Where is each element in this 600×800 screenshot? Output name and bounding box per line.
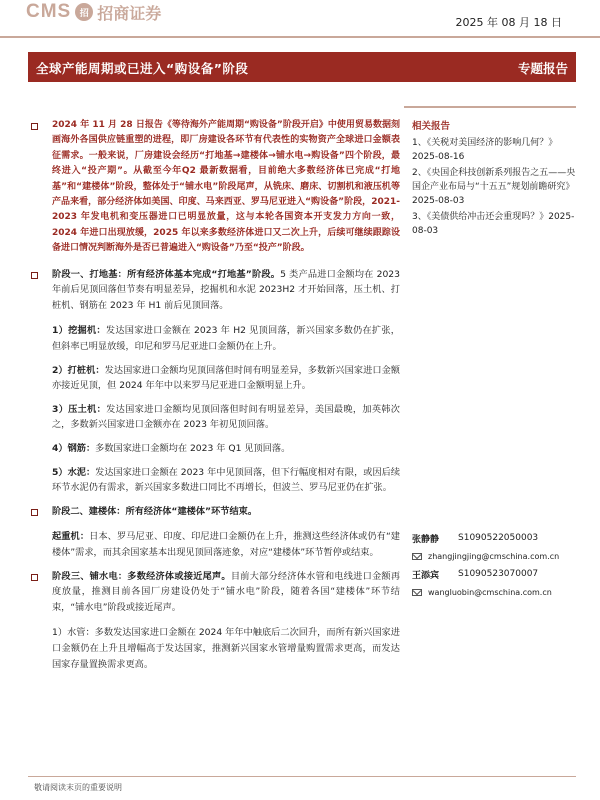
related-report-link[interactable]: 3、《美债供给冲击还会重现吗？》2025-08-03	[412, 212, 575, 236]
page-header	[0, 0, 600, 52]
envelope-icon	[412, 589, 422, 596]
author-row	[412, 531, 576, 545]
report-date: 2025 年 08 月 18 日	[455, 16, 562, 29]
item2-label: 2）打桩机：	[52, 364, 105, 376]
stage2-item-text: 日本、罗马尼亚、印度、印尼进口金额仍在上升，推测这些经济体或仍有“建楼体”需求，而其余国家基本出现见顶回落迹象，对应“建楼体”环节暂停或结束。	[52, 531, 400, 558]
stage3-heading: 阶段三、铺水电：多数经济体或接近尾声。	[52, 570, 231, 582]
item1-label: 1）挖掘机：	[52, 325, 106, 337]
author-block	[412, 531, 576, 603]
item-rebar	[28, 441, 400, 457]
author-name: 张静静	[412, 534, 440, 545]
stage1-body: 5 类产品进口金额均在 2023 年前后见顶回落但节奏有明显差异，挖掘机和水泥 2023H2 才开始回落，压土机、打桩机、钢筋在 2023 年 H1 前后见顶回落。	[52, 268, 400, 311]
summary-paragraph: 2024 年 11 月 28 日报告《等待海外产能周期“购设备”阶段开启》中使用贸易数据刻画海外各国供应链重塑的进程，即厂房建设各环节有代表性的实物资产全球进口金额表征需求。一般来说，厂房建设会经历“打地基→建楼体→铺水电→购设备”四个阶段，最终进入“投产期”。从截至今年Q2 最新数据看，目前绝大多数经济体已完成“打地基”和“建楼体”阶段，整体处于“铺水电”阶段尾声，从铣床、磨床、切割机和液压机等产品来看，部分经济体如美国、印度、马来西亚、罗马尼亚进入“购设备”阶段，2021-2023 年发电机和变压器进口已明显放量，这与本轮各国资本开支发力方向一致，2024 年进口出现放缓，2025 年以来多数经济体进口又二次上升，后续可继续跟踪设备进口情况判断海外是否已普遍进入“购设备”乃至“投产”阶段。	[28, 118, 400, 257]
stage3-paragraph	[28, 569, 400, 616]
item2-text: 发达国家进口金额均见顶回落但时间有明显差异，多数新兴国家进口金额亦接近见顶，但 2024 年年中以来罗马尼亚进口金额明显上升。	[52, 364, 400, 392]
item5-label: 5）水泥：	[52, 466, 96, 478]
logo-emblem-icon: 招	[75, 3, 93, 21]
main-column	[28, 118, 400, 680]
footer-divider	[28, 776, 576, 777]
author-license-id: S1090523070007	[458, 569, 539, 579]
stage3-body: 目前大部分经济体水管和电线进口金额再度放量，推测目前各国厂房建设仍处于“铺水电”阶段，随着各国“建楼体”环节结束，“铺水电”阶段或接近尾声。	[52, 570, 401, 613]
item1-text: 发达国家进口金额在 2023 年 H2 见顶回落，新兴国家多数仍在扩张，但斜率已明显放缓，印尼和罗马尼亚进口金额仍在上升。	[52, 325, 400, 353]
related-report-link[interactable]: 1、《关税对美国经济的影响几何？》2025-08-16	[412, 138, 558, 162]
sidebar-divider	[404, 106, 576, 108]
author-email-row	[412, 585, 576, 599]
cms-logo	[26, 2, 161, 22]
author-email[interactable]: wangluobin@cmschina.com.cn	[428, 587, 552, 597]
header-divider	[0, 36, 600, 38]
item4-label: 4）钢筋：	[52, 443, 96, 454]
sidebar	[412, 118, 576, 240]
author-license-id: S1090522050003	[458, 533, 539, 543]
stage2-heading: 阶段二、建楼体：所有经济体“建楼体”环节结束。	[52, 505, 258, 517]
report-title: 全球产能周期或已进入“购设备”阶段	[36, 61, 249, 76]
related-report-link[interactable]: 2、《央国企科技创新系列报告之五——央国企产业布局与“十五五”规划前瞻研究》2025-08-03	[412, 168, 576, 206]
author-email[interactable]: zhangjingjing@cmschina.com.cn	[428, 551, 560, 561]
item4-text: 多数国家进口金额均在 2023 年 Q1 见顶回落。	[95, 443, 291, 454]
item-compactor	[28, 402, 400, 433]
stage2-paragraph	[28, 504, 400, 520]
footer-note: 敬请阅读末页的重要说明	[34, 783, 122, 792]
item-cement	[28, 465, 400, 496]
item-pile-driver	[28, 363, 400, 394]
item-water-pipe: 1）水管：多数发达国家进口金额在 2024 年年中触底后二次回升，而所有新兴国家进口金额仍在上升且增幅高于发达国家，推测新兴国家水管增量购置需求更高，而发达国家存量置换需求更高。	[52, 627, 400, 670]
stage1-heading: 阶段一、打地基：所有经济体基本完成“打地基”阶段。	[52, 268, 281, 280]
stage2-item-label: 起重机：	[52, 531, 90, 543]
stage1-paragraph	[28, 267, 400, 314]
related-reports-title: 相关报告	[412, 121, 451, 132]
envelope-icon	[412, 553, 422, 560]
author-row	[412, 567, 576, 581]
logo-latin: CMS	[26, 1, 72, 22]
item-crane	[28, 529, 400, 560]
title-banner	[28, 52, 576, 82]
item-excavator	[28, 323, 400, 354]
report-type: 专题报告	[517, 61, 568, 76]
logo-chinese: 招商证券	[97, 3, 162, 23]
item5-text: 发达国家进口金额在 2023 年中见顶回落，但下行幅度相对有限，或因后续环节水泥仍有需求，新兴国家多数进口同比不再增长，但波兰、罗马尼亚仍在扩张。	[52, 466, 401, 494]
author-email-row	[412, 549, 576, 563]
author-name: 王添宾	[412, 570, 440, 581]
item3-label: 3）压土机：	[52, 403, 107, 415]
item3-text: 发达国家进口金额均见顶回落但时间有明显差异，美国最晚，加英韩次之，多数新兴国家进口金额亦在 2023 年初见顶回落。	[52, 403, 400, 431]
